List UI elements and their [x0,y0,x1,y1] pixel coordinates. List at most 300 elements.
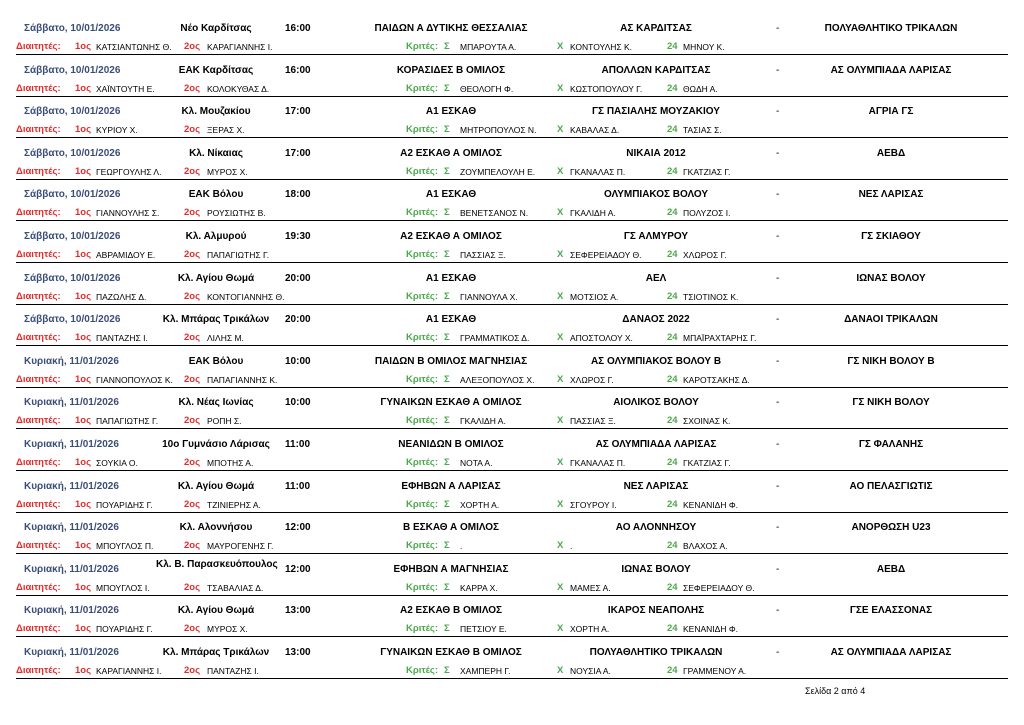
scorer-name: ΧΑΜΠΕΡΗ Γ. [460,666,511,676]
table-officials-label: Κριτές: [406,623,439,635]
match-date: Κυριακή, 11/01/2026 [24,397,119,409]
scorer-label: Σ [444,124,450,136]
shotclock-operator-name: ΚΕΝΑΝΙΔΗ Φ. [683,499,738,510]
match-venue: Κλ. Μπάρας Τρικάλων [162,314,270,326]
second-referee-name: ΡΟΠΗ Σ. [207,416,242,427]
match-row [16,64,1008,106]
table-officials-label: Κριτές: [406,457,439,468]
away-team: ΠΟΛΥΑΘΛΗΤΙΚΟ ΤΡΙΚΑΛΩΝ [824,23,958,34]
match-time: 11:00 [285,480,311,492]
match-date: Κυριακή, 11/01/2026 [24,605,119,617]
first-referee-label: 1ος [75,540,92,552]
referees-label: Διαιτητές: [16,373,61,385]
match-row [16,604,1008,646]
second-referee-label: 2ος [184,581,201,593]
home-team: ΔΑΝΑΟΣ 2022 [622,314,690,326]
match-info-line [16,105,1008,121]
scorer-name: ΚΑΡΡΑ Χ. [460,582,498,593]
timer-label: Χ [557,373,564,385]
timer-label: Χ [557,457,564,468]
first-referee-name: ΧΑΪΝΤΟΥΤΗ Ε. [96,83,155,94]
scorer-name: ΧΟΡΤΗ Α. [460,499,500,510]
match-competition: Α2 ΕΣΚΑΘ Α ΟΜΙΛΟΣ [400,231,502,242]
first-referee-name: ΜΠΟΥΓΛΟΣ Ι. [96,582,150,593]
shotclock-label: 24 [667,207,678,219]
officials-line [16,40,1008,55]
second-referee-name: ΤΣΑΒΑΛΙΑΣ Δ. [207,582,264,593]
first-referee-name: ΓΙΑΝΝΟΥΛΗΣ Σ. [96,208,160,219]
shotclock-operator-name: ΣΧΟΙΝΑΣ Κ. [683,416,731,427]
match-time: 10:00 [285,397,311,409]
table-officials-label: Κριτές: [406,581,439,593]
away-team: ΓΣ ΦΑΛΑΝΗΣ [858,439,924,450]
first-referee-label: 1ος [75,207,92,219]
scorer-label: Σ [444,457,450,468]
timer-label: Χ [557,415,564,427]
scorer-name: . [460,541,463,552]
table-officials-label: Κριτές: [406,82,439,94]
match-time: 17:00 [285,147,311,159]
scorer-name: ΠΕΤΣΙΟΥ Ε. [460,624,507,635]
second-referee-label: 2ος [184,82,201,94]
first-referee-name: ΓΕΩΡΓΟΥΛΗΣ Λ. [96,166,162,177]
shotclock-operator-name: ΓΡΑΜΜΕΝΟΥ Α. [683,666,747,676]
scorer-label: Σ [444,165,450,177]
match-row [16,147,1008,189]
referees-label: Διαιτητές: [16,581,61,593]
match-date: Κυριακή, 11/01/2026 [24,480,119,492]
match-venue: ΕΑΚ Καρδίτσας [178,64,254,76]
match-date: Σάββατο, 10/01/2026 [24,231,121,242]
match-info-line [16,604,1008,620]
match-time: 18:00 [285,189,311,201]
versus-dash: - [776,189,780,201]
officials-line [16,622,1008,637]
first-referee-name: ΓΙΑΝΝΟΠΟΥΛΟΣ Κ. [96,374,173,385]
first-referee-label: 1ος [75,665,92,676]
match-row [16,646,1008,688]
first-referee-name: ΠΑΠΑΓΙΩΤΗΣ Γ. [96,416,159,427]
first-referee-name: ΠΟΥΑΡΙΔΗΣ Γ. [96,499,153,510]
match-date: Κυριακή, 11/01/2026 [24,647,119,658]
timer-name: . [570,541,573,552]
away-team: ΝΕΣ ΛΑΡΙΣΑΣ [858,189,924,201]
versus-dash: - [776,64,780,76]
away-team: ΓΣ ΝΙΚΗ ΒΟΛΟΥ [852,397,930,409]
timer-name: ΓΚΑΝΑΛΑΣ Π. [570,458,626,468]
page-number: Σελίδα 2 από 4 [805,686,866,696]
officials-line [16,206,1008,221]
shotclock-label: 24 [667,249,678,260]
shotclock-operator-name: ΚΕΝΑΝΙΔΗ Φ. [683,624,738,635]
shotclock-operator-name: ΚΑΡΟΤΣΑΚΗΣ Δ. [683,374,750,385]
scorer-name: ΝΟΤΑ Α. [460,458,493,468]
match-date: Σάββατο, 10/01/2026 [24,106,121,118]
home-team: ΑΕΛ [645,272,667,284]
timer-label: Χ [557,165,564,177]
referees-label: Διαιτητές: [16,207,61,219]
match-time: 13:00 [285,605,311,617]
scorer-label: Σ [444,41,450,52]
scorer-label: Σ [444,623,450,635]
match-row [16,230,1008,272]
second-referee-label: 2ος [184,165,201,177]
match-date: Σάββατο, 10/01/2026 [24,64,121,76]
home-team: ΟΛΥΜΠΙΑΚΟΣ ΒΟΛΟΥ [603,189,709,201]
scorer-name: ΘΕΟΛΟΓΗ Φ. [460,83,514,94]
timer-name: ΓΚΑΛΙΔΗ Α. [570,208,616,219]
timer-label: Χ [557,498,564,510]
second-referee-name: ΜΠΟΤΗΣ Α. [207,458,254,468]
referees-label: Διαιτητές: [16,41,61,52]
home-team: ΑΟ ΑΛΟΝΝΗΣΟΥ [615,522,697,534]
second-referee-name: ΛΙΛΗΣ Μ. [207,333,244,344]
match-time: 16:00 [285,64,311,76]
timer-name: ΑΠΟΣΤΟΛΟΥ Χ. [570,333,633,344]
home-team: ΓΣ ΠΑΣΙΑΛΗΣ ΜΟΥΖΑΚΙΟΥ [592,106,720,118]
officials-line [16,165,1008,180]
table-officials-label: Κριτές: [406,249,439,260]
match-time: 12:00 [285,522,311,534]
second-referee-label: 2ος [184,41,201,52]
second-referee-label: 2ος [184,415,201,427]
match-time: 17:00 [285,106,311,118]
first-referee-name: ΠΑΖΩΛΗΣ Δ. [96,291,147,302]
home-team: ΑΣ ΟΛΥΜΠΙΑΚΟΣ ΒΟΛΟΥ Β [590,355,722,367]
match-info-line [16,22,1008,38]
table-officials-label: Κριτές: [406,165,439,177]
match-time: 11:00 [285,439,311,450]
match-venue: Κλ. Αγίου Θωμά [177,605,255,617]
table-officials-label: Κριτές: [406,41,439,52]
versus-dash: - [776,147,780,159]
match-time: 20:00 [285,272,311,284]
table-officials-label: Κριτές: [406,332,439,344]
away-team: ΑΓΡΙΑ ΓΣ [868,106,914,118]
scorer-label: Σ [444,249,450,260]
second-referee-name: ΜΥΡΟΣ Χ. [207,624,248,635]
scorer-label: Σ [444,540,450,552]
second-referee-name: ΚΟΛΟΚΥΘΑΣ Δ. [207,83,270,94]
second-referee-label: 2ος [184,373,201,385]
referees-label: Διαιτητές: [16,82,61,94]
officials-line [16,539,1008,554]
match-row [16,396,1008,438]
versus-dash: - [776,397,780,409]
versus-dash: - [776,439,780,450]
versus-dash: - [776,647,780,658]
shotclock-label: 24 [667,540,678,552]
first-referee-label: 1ος [75,332,92,344]
match-date: Κυριακή, 11/01/2026 [24,563,119,575]
home-team: ΙΚΑΡΟΣ ΝΕΑΠΟΛΗΣ [607,605,705,617]
timer-name: ΚΑΒΑΛΑΣ Δ. [570,125,620,136]
second-referee-label: 2ος [184,290,201,302]
timer-label: Χ [557,665,564,676]
versus-dash: - [776,480,780,492]
match-competition: Β ΕΣΚΑΘ Α ΟΜΙΛΟΣ [402,522,500,534]
home-team: ΑΣ ΚΑΡΔΙΤΣΑΣ [620,23,692,34]
second-referee-label: 2ος [184,665,201,676]
second-referee-label: 2ος [184,332,201,344]
home-team: ΑΠΟΛΛΩΝ ΚΑΡΔΙΤΣΑΣ [601,64,711,76]
match-date: Σάββατο, 10/01/2026 [24,23,121,34]
match-date: Κυριακή, 11/01/2026 [24,355,119,367]
versus-dash: - [776,605,780,617]
first-referee-name: ΣΟΥΚΙΑ Ο. [96,458,138,468]
first-referee-label: 1ος [75,415,92,427]
match-info-line [16,272,1008,288]
home-team: ΝΕΣ ΛΑΡΙΣΑΣ [623,480,689,492]
away-team: ΓΣ ΣΚΙΑΘΟΥ [861,231,921,242]
match-row [16,272,1008,314]
match-info-line [16,521,1008,537]
match-date: Σάββατο, 10/01/2026 [24,189,121,201]
match-competition: ΚΟΡΑΣΙΔΕΣ Β ΟΜΙΛΟΣ [396,64,506,76]
second-referee-name: ΜΥΡΟΣ Χ. [207,166,248,177]
match-time: 20:00 [285,314,311,326]
shotclock-label: 24 [667,581,678,593]
scorer-label: Σ [444,332,450,344]
timer-label: Χ [557,207,564,219]
first-referee-name: ΚΑΤΣΙΑΝΤΩΝΗΣ Θ. [96,42,172,52]
match-time: 10:00 [285,355,311,367]
shotclock-operator-name: ΒΛΑΧΟΣ Α. [683,541,728,552]
scorer-name: ΠΑΣΣΙΑΣ Ξ. [460,250,506,260]
versus-dash: - [776,23,780,34]
timer-name: ΜΟΤΣΙΟΣ Α. [570,291,619,302]
first-referee-label: 1ος [75,124,92,136]
timer-name: ΠΑΣΣΙΑΣ Ξ. [570,416,616,427]
second-referee-name: ΠΑΠΑΓΙΑΝΝΗΣ Κ. [207,374,278,385]
match-venue: ΕΑΚ Βόλου [188,355,244,367]
table-officials-label: Κριτές: [406,665,439,676]
match-venue: Νέο Καρδίτσας [180,23,252,34]
scorer-label: Σ [444,207,450,219]
match-row [16,521,1008,563]
shotclock-label: 24 [667,41,678,52]
second-referee-name: ΠΑΝΤΑΖΗΣ Ι. [207,666,259,676]
versus-dash: - [776,272,780,284]
match-competition: ΠΑΙΔΩΝ Β ΟΜΙΛΟΣ ΜΑΓΝΗΣΙΑΣ [374,355,528,367]
match-competition: ΕΦΗΒΩΝ Α ΜΑΓΝΗΣΙΑΣ [393,563,509,575]
referees-label: Διαιτητές: [16,290,61,302]
match-venue: Κλ. Αγίου Θωμά [177,480,255,492]
match-competition: ΓΥΝΑΙΚΩΝ ΕΣΚΑΘ Β ΟΜΙΛΟΣ [380,647,522,658]
first-referee-label: 1ος [75,41,92,52]
scorer-label: Σ [444,665,450,676]
second-referee-label: 2ος [184,249,201,260]
timer-name: ΧΛΩΡΟΣ Γ. [570,374,614,385]
match-venue: Κλ. Β. Παρασκευόπουλος [156,558,278,570]
match-venue: ΕΑΚ Βόλου [188,189,244,201]
shotclock-label: 24 [667,332,678,344]
match-info-line [16,438,1008,454]
officials-line [16,498,1008,513]
referees-label: Διαιτητές: [16,124,61,136]
match-date: Σάββατο, 10/01/2026 [24,272,121,284]
table-officials-label: Κριτές: [406,498,439,510]
match-info-line [16,64,1008,80]
shotclock-label: 24 [667,373,678,385]
shotclock-operator-name: ΘΩΔΗ Α. [683,83,718,94]
shotclock-operator-name: ΓΚΑΤΖΙΑΣ Γ. [683,166,731,177]
away-team: ΑΣ ΟΛΥΜΠΙΑΔΑ ΛΑΡΙΣΑΣ [830,64,952,76]
versus-dash: - [776,106,780,118]
match-competition: Α1 ΕΣΚΑΘ [425,314,477,326]
timer-label: Χ [557,41,564,52]
match-competition: Α1 ΕΣΚΑΘ [425,189,477,201]
match-date: Κυριακή, 11/01/2026 [24,522,119,534]
scorer-label: Σ [444,82,450,94]
shotclock-label: 24 [667,82,678,94]
referees-label: Διαιτητές: [16,415,61,427]
referees-label: Διαιτητές: [16,665,61,676]
shotclock-label: 24 [667,124,678,136]
second-referee-name: ΚΑΡΑΓΙΑΝΝΗΣ Ι. [207,42,273,52]
home-team: ΓΣ ΑΛΜΥΡΟΥ [623,231,689,242]
scorer-label: Σ [444,581,450,593]
timer-label: Χ [557,124,564,136]
match-venue: Κλ. Μπάρας Τρικάλων [162,647,270,658]
match-competition: Α2 ΕΣΚΑΘ Α ΟΜΙΛΟΣ [400,147,502,159]
match-time: 12:00 [285,563,311,575]
officials-line [16,331,1008,346]
first-referee-name: ΑΒΡΑΜΙΔΟΥ Ε. [96,250,156,260]
match-info-line [16,188,1008,204]
scorer-name: ΖΟΥΜΠΕΛΟΥΛΗ Ε. [460,166,536,177]
match-competition: ΓΥΝΑΙΚΩΝ ΕΣΚΑΘ Α ΟΜΙΛΟΣ [380,397,522,409]
first-referee-name: ΜΠΟΥΓΛΟΣ Π. [96,541,154,552]
home-team: ΝΙΚΑΙΑ 2012 [626,147,686,159]
officials-line [16,456,1008,471]
match-venue: Κλ. Αλμυρού [185,231,247,242]
match-info-line [16,396,1008,412]
first-referee-name: ΚΑΡΑΓΙΑΝΝΗΣ Ι. [96,666,162,676]
shotclock-label: 24 [667,665,678,676]
away-team: ΑΕΒΔ [876,147,906,159]
match-venue: Κλ. Νέας Ιωνίας [178,397,254,409]
second-referee-label: 2ος [184,207,201,219]
officials-line [16,123,1008,138]
second-referee-label: 2ος [184,498,201,510]
away-team: ΑΕΒΔ [876,563,906,575]
scorer-name: ΓΡΑΜΜΑΤΙΚΟΣ Δ. [460,333,530,344]
first-referee-label: 1ος [75,457,92,468]
shotclock-label: 24 [667,498,678,510]
second-referee-label: 2ος [184,124,201,136]
timer-label: Χ [557,581,564,593]
first-referee-label: 1ος [75,165,92,177]
home-team: ΠΟΛΥΑΘΛΗΤΙΚΟ ΤΡΙΚΑΛΩΝ [589,647,723,658]
away-team: ΓΣΕ ΕΛΑΣΣΟΝΑΣ [849,605,933,617]
first-referee-label: 1ος [75,623,92,635]
timer-name: ΝΟΥΣΙΑ Α. [570,666,611,676]
second-referee-label: 2ος [184,623,201,635]
home-team: ΑΣ ΟΛΥΜΠΙΑΔΑ ΛΑΡΙΣΑΣ [595,439,717,450]
officials-line [16,290,1008,305]
referees-label: Διαιτητές: [16,457,61,468]
first-referee-label: 1ος [75,581,92,593]
shotclock-label: 24 [667,290,678,302]
home-team: ΑΙΟΛΙΚΟΣ ΒΟΛΟΥ [613,397,699,409]
match-info-line [16,313,1008,329]
match-competition: Α1 ΕΣΚΑΘ [425,106,477,118]
table-officials-label: Κριτές: [406,207,439,219]
home-team: ΙΩΝΑΣ ΒΟΛΟΥ [621,563,691,575]
second-referee-name: ΠΑΠΑΓΙΩΤΗΣ Γ. [207,250,270,260]
match-competition: Α1 ΕΣΚΑΘ [425,272,477,284]
second-referee-name: ΞΕΡΑΣ Χ. [207,125,245,136]
away-team: ΑΟ ΠΕΛΑΣΓΙΩΤΙΣ [849,480,933,492]
second-referee-name: ΤΖΙΝΙΕΡΗΣ Α. [207,499,261,510]
officials-line [16,373,1008,388]
table-officials-label: Κριτές: [406,124,439,136]
first-referee-name: ΠΑΝΤΑΖΗΣ Ι. [96,333,148,344]
match-row [16,22,1008,64]
match-row [16,480,1008,522]
referees-label: Διαιτητές: [16,540,61,552]
second-referee-label: 2ος [184,457,201,468]
officials-line [16,664,1008,679]
first-referee-label: 1ος [75,290,92,302]
table-officials-label: Κριτές: [406,415,439,427]
officials-line [16,414,1008,429]
referees-label: Διαιτητές: [16,498,61,510]
timer-label: Χ [557,290,564,302]
match-row [16,558,1008,605]
referees-label: Διαιτητές: [16,623,61,635]
timer-name: ΚΩΣΤΟΠΟΥΛΟΥ Γ. [570,83,643,94]
timer-name: ΣΓΟΥΡΟΥ Ι. [570,499,617,510]
timer-name: ΧΟΡΤΗ Α. [570,624,610,635]
shotclock-operator-name: ΣΕΦΕΡΕΙΑΔΟΥ Θ. [683,582,755,593]
timer-name: ΓΚΑΝΑΛΑΣ Π. [570,166,626,177]
away-team: ΑΣ ΟΛΥΜΠΙΑΔΑ ΛΑΡΙΣΑΣ [830,647,952,658]
match-venue: 10ο Γυμνάσιο Λάρισας [162,439,270,450]
first-referee-name: ΠΟΥΑΡΙΔΗΣ Γ. [96,624,153,635]
shotclock-operator-name: ΧΛΩΡΟΣ Γ. [683,250,727,260]
match-row [16,355,1008,397]
second-referee-name: ΚΟΝΤΟΓΙΑΝΝΗΣ Θ. [207,291,285,302]
first-referee-name: ΚΥΡΙΟΥ Χ. [96,125,138,136]
away-team: ΓΣ ΝΙΚΗ ΒΟΛΟΥ Β [847,355,935,367]
match-date: Κυριακή, 11/01/2026 [24,439,119,450]
match-competition: ΕΦΗΒΩΝ Α ΛΑΡΙΣΑΣ [401,480,501,492]
scorer-name: ΓΚΑΛΙΔΗ Α. [460,416,506,427]
match-competition: ΝΕΑΝΙΔΩΝ Β ΟΜΙΛΟΣ [398,439,504,450]
table-officials-label: Κριτές: [406,290,439,302]
match-date: Σάββατο, 10/01/2026 [24,147,121,159]
shotclock-label: 24 [667,457,678,468]
match-time: 13:00 [285,647,311,658]
shotclock-operator-name: ΤΑΣΙΑΣ Σ. [683,125,722,136]
shotclock-operator-name: ΤΣΙΟΤΙΝΟΣ Κ. [683,291,739,302]
versus-dash: - [776,563,780,575]
match-info-line [16,558,1008,579]
match-competition: Α2 ΕΣΚΑΘ Β ΟΜΙΛΟΣ [399,605,503,617]
match-info-line [16,646,1008,662]
versus-dash: - [776,522,780,534]
versus-dash: - [776,231,780,242]
scorer-name: ΜΠΑΡΟΥΤΑ Α. [460,42,517,52]
versus-dash: - [776,314,780,326]
match-info-line [16,230,1008,246]
match-date: Σάββατο, 10/01/2026 [24,314,121,326]
match-info-line [16,355,1008,371]
scorer-name: ΓΙΑΝΝΟΥΛΑ Χ. [460,291,518,302]
timer-name: ΚΟΝΤΟΥΛΗΣ Κ. [570,42,633,52]
